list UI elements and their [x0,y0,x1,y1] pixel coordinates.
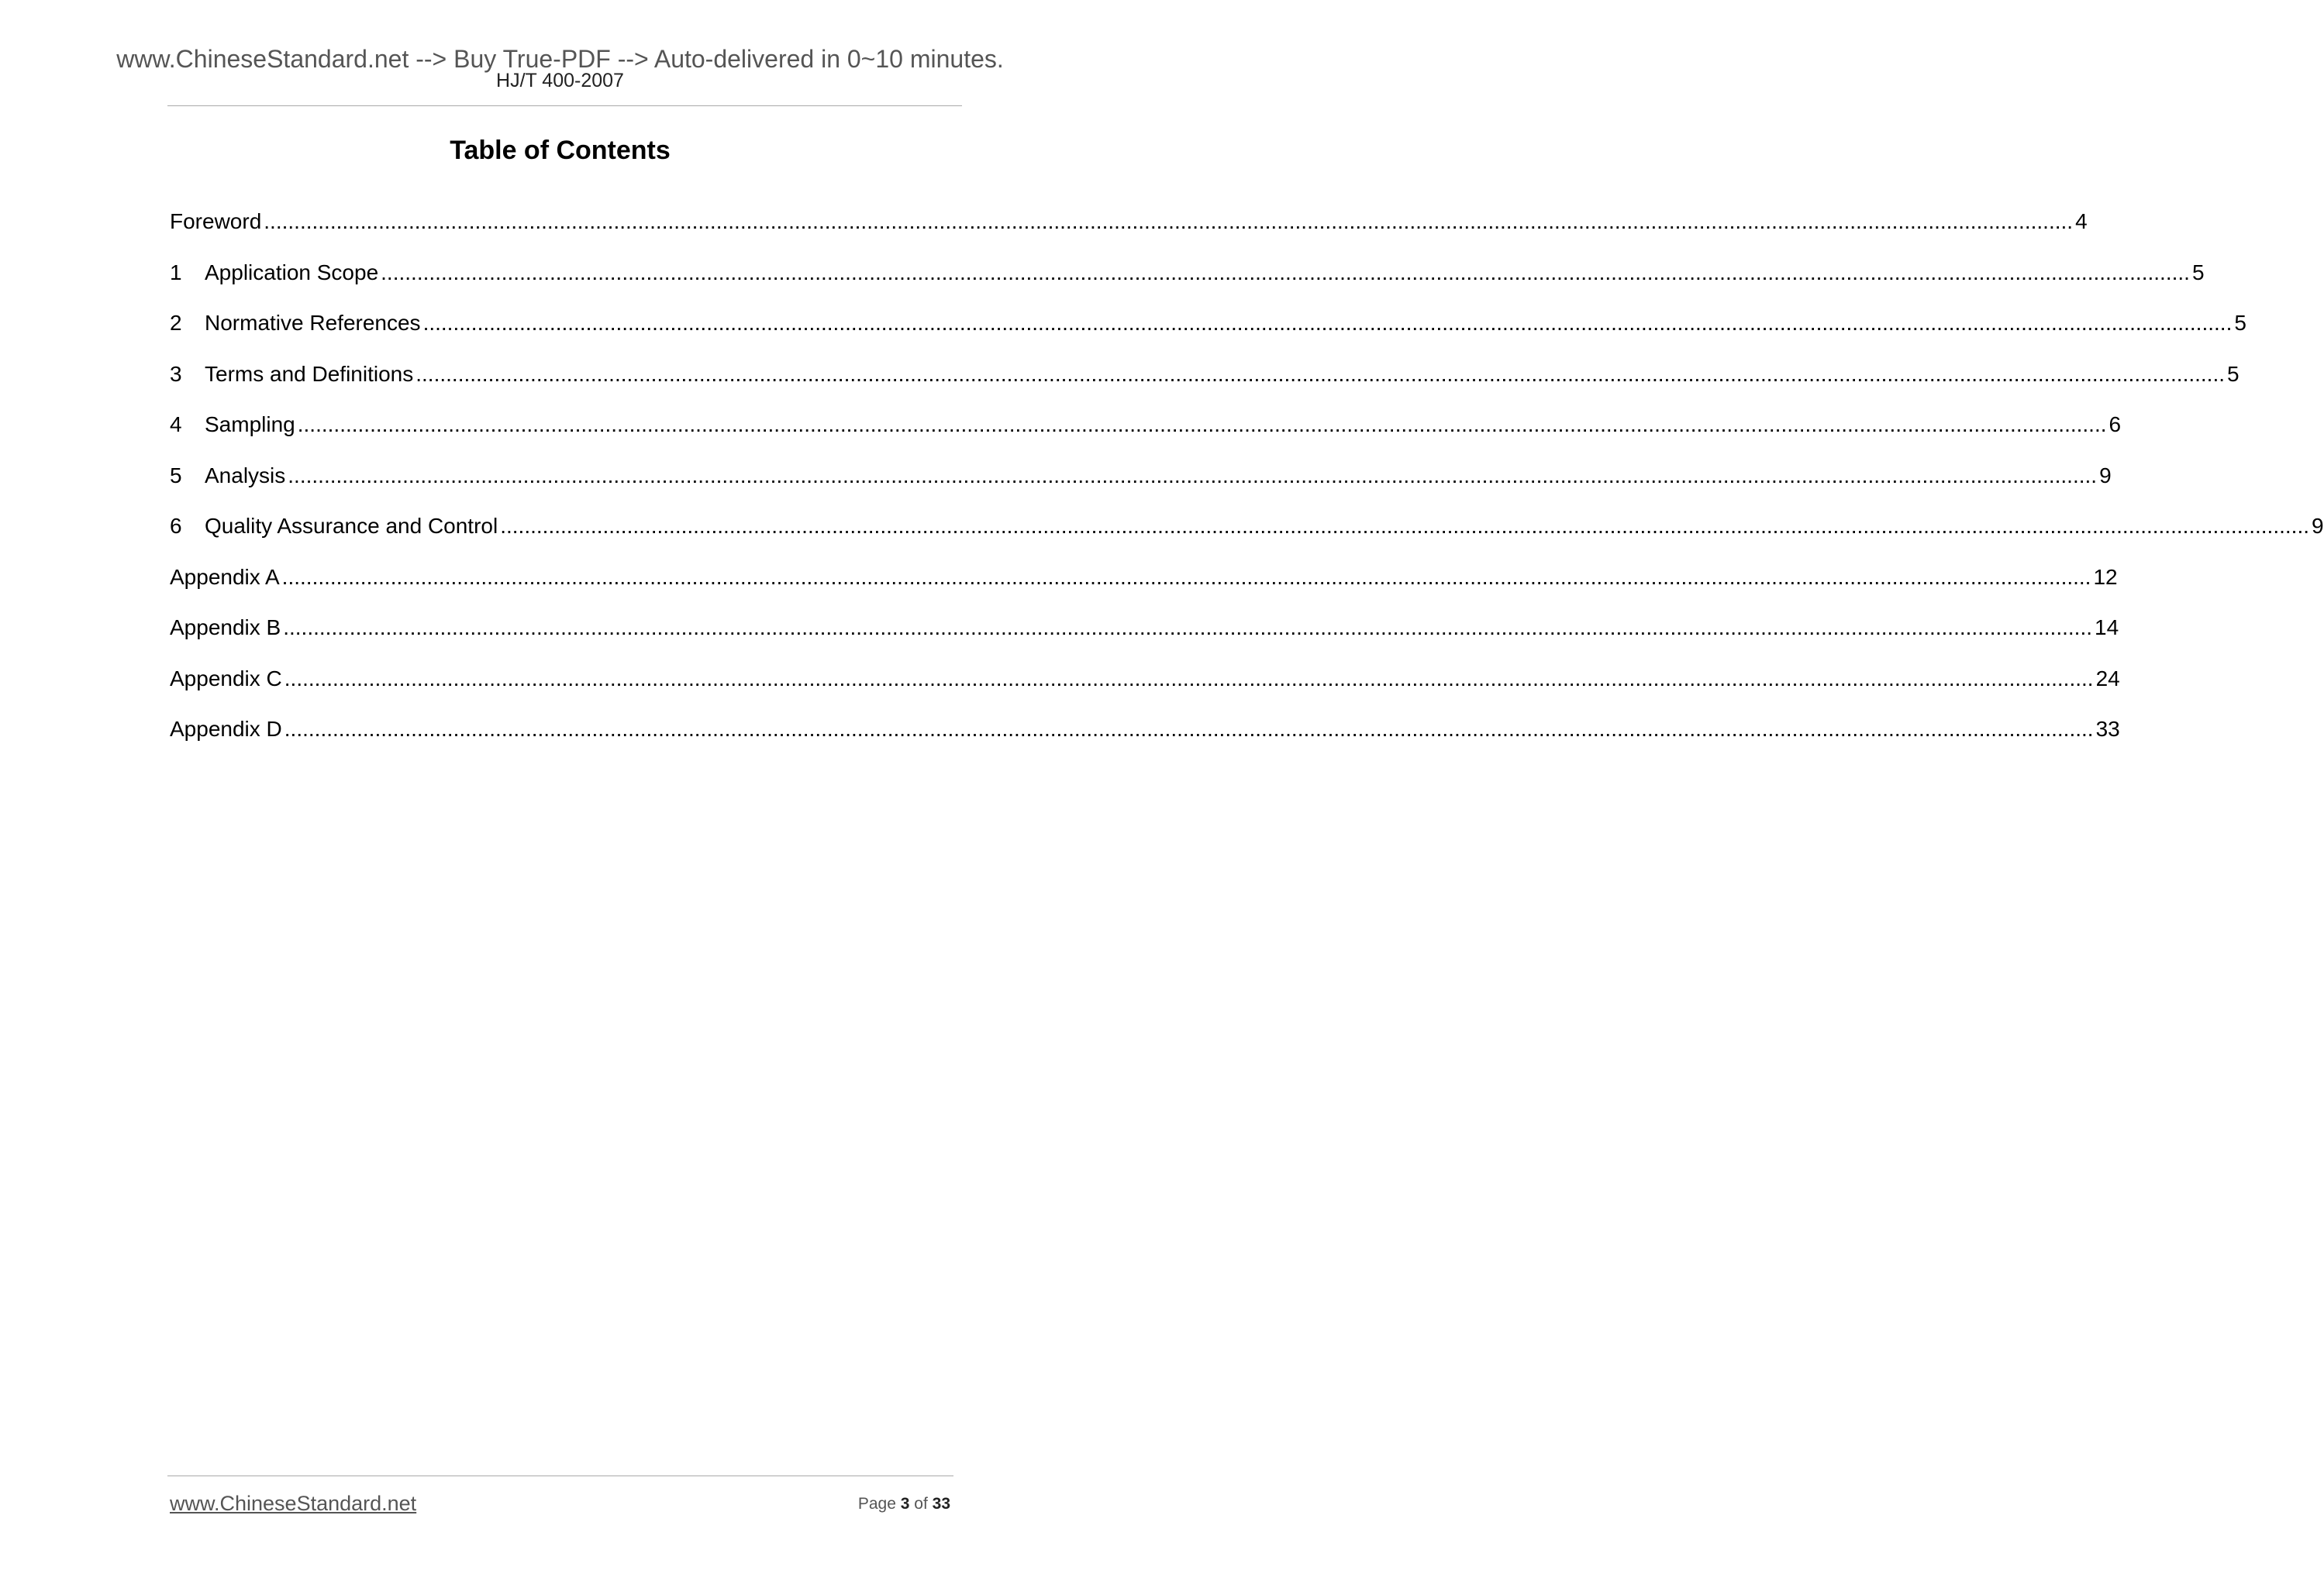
toc-dot-leader: ............................................................................................................................................................................................................................................................................................................ [381,260,2190,284]
toc-dot-leader: ............................................................................................................................................................................................................................................................................................................ [415,361,2226,386]
toc-entry-number: 4 [170,412,182,436]
toc-entry-label: Appendix C [170,666,282,690]
toc-entry-label: Foreword [170,209,262,233]
toc-entry-label: Appendix A [170,564,280,589]
page-current: 3 [900,1495,910,1513]
toc-dot-leader: ............................................................................................................................................................................................................................................................................................................ [284,666,2094,690]
toc-entry-number: 6 [170,514,182,538]
toc-dot-leader: ............................................................................................................................................................................................................................................................................................................ [284,717,2094,741]
toc-entry[interactable] [170,359,2240,410]
toc-list [170,206,2324,765]
toc-entry-page: 5 [2191,260,2205,284]
page-total: 33 [932,1495,950,1513]
toc-entry[interactable] [170,206,2088,257]
toc-dot-leader: ............................................................................................................................................................................................................................................................................................................ [281,564,2091,589]
toc-entry-label: Terms and Definitions [205,361,414,386]
toc-entry[interactable] [170,511,2324,562]
toc-entry-number: 1 [170,260,182,284]
toc-dot-leader: ............................................................................................................................................................................................................................................................................................................ [283,615,2093,639]
toc-dot-leader: ............................................................................................................................................................................................................................................................................................................ [500,514,2310,538]
toc-dot-leader: ............................................................................................................................................................................................................................................................................................................ [297,412,2107,436]
page-prefix: Page [857,1495,896,1513]
document-code: HJ/T 400-2007 [496,70,624,91]
toc-entry[interactable] [170,460,2112,511]
toc-title: Table of Contents [450,136,671,165]
toc-entry-label: Sampling [205,412,295,436]
toc-entry-page: 9 [2312,514,2324,538]
toc-entry[interactable] [170,663,2120,715]
toc-entry-number: 3 [170,361,182,386]
toc-entry-label: Normative References [205,311,421,335]
site-banner: www.ChineseStandard.net --> Buy True-PDF --> Auto-delivered in 0~10 minutes. [116,45,1004,73]
toc-dot-leader: ............................................................................................................................................................................................................................................................................................................ [288,463,2098,487]
toc-entry-page: 5 [2227,361,2240,386]
page-of: of [914,1495,928,1513]
toc-dot-leader: ............................................................................................................................................................................................................................................................................................................ [264,209,2074,233]
toc-entry-label: Application Scope [205,260,379,284]
toc-dot-leader: ............................................................................................................................................................................................................................................................................................................ [422,311,2233,335]
toc-entry-page: 12 [2093,564,2118,589]
toc-entry-label: Quality Assurance and Control [205,514,498,538]
header-divider [167,105,962,106]
toc-entry-page: 9 [2099,463,2112,487]
toc-entry-number: 2 [170,311,182,335]
toc-entry[interactable] [170,562,2118,613]
toc-entry-page: 4 [2075,209,2088,233]
footer-page-number [858,1494,950,1514]
toc-entry[interactable] [170,409,2122,460]
toc-entry-page: 14 [2095,615,2119,639]
toc-entry-label: Analysis [205,463,286,487]
footer-website-link[interactable]: www.ChineseStandard.net [170,1492,417,1515]
toc-entry[interactable] [170,257,2205,308]
toc-entry[interactable] [170,714,2120,765]
toc-entry[interactable] [170,308,2246,359]
toc-entry-page: 24 [2095,666,2120,690]
toc-entry-page: 6 [2108,412,2122,436]
toc-entry-number: 5 [170,463,182,487]
toc-entry-page: 5 [2234,311,2246,335]
toc-entry[interactable] [170,612,2119,663]
toc-entry-page: 33 [2095,717,2120,741]
toc-entry-label: Appendix B [170,615,281,639]
toc-entry-label: Appendix D [170,717,282,741]
